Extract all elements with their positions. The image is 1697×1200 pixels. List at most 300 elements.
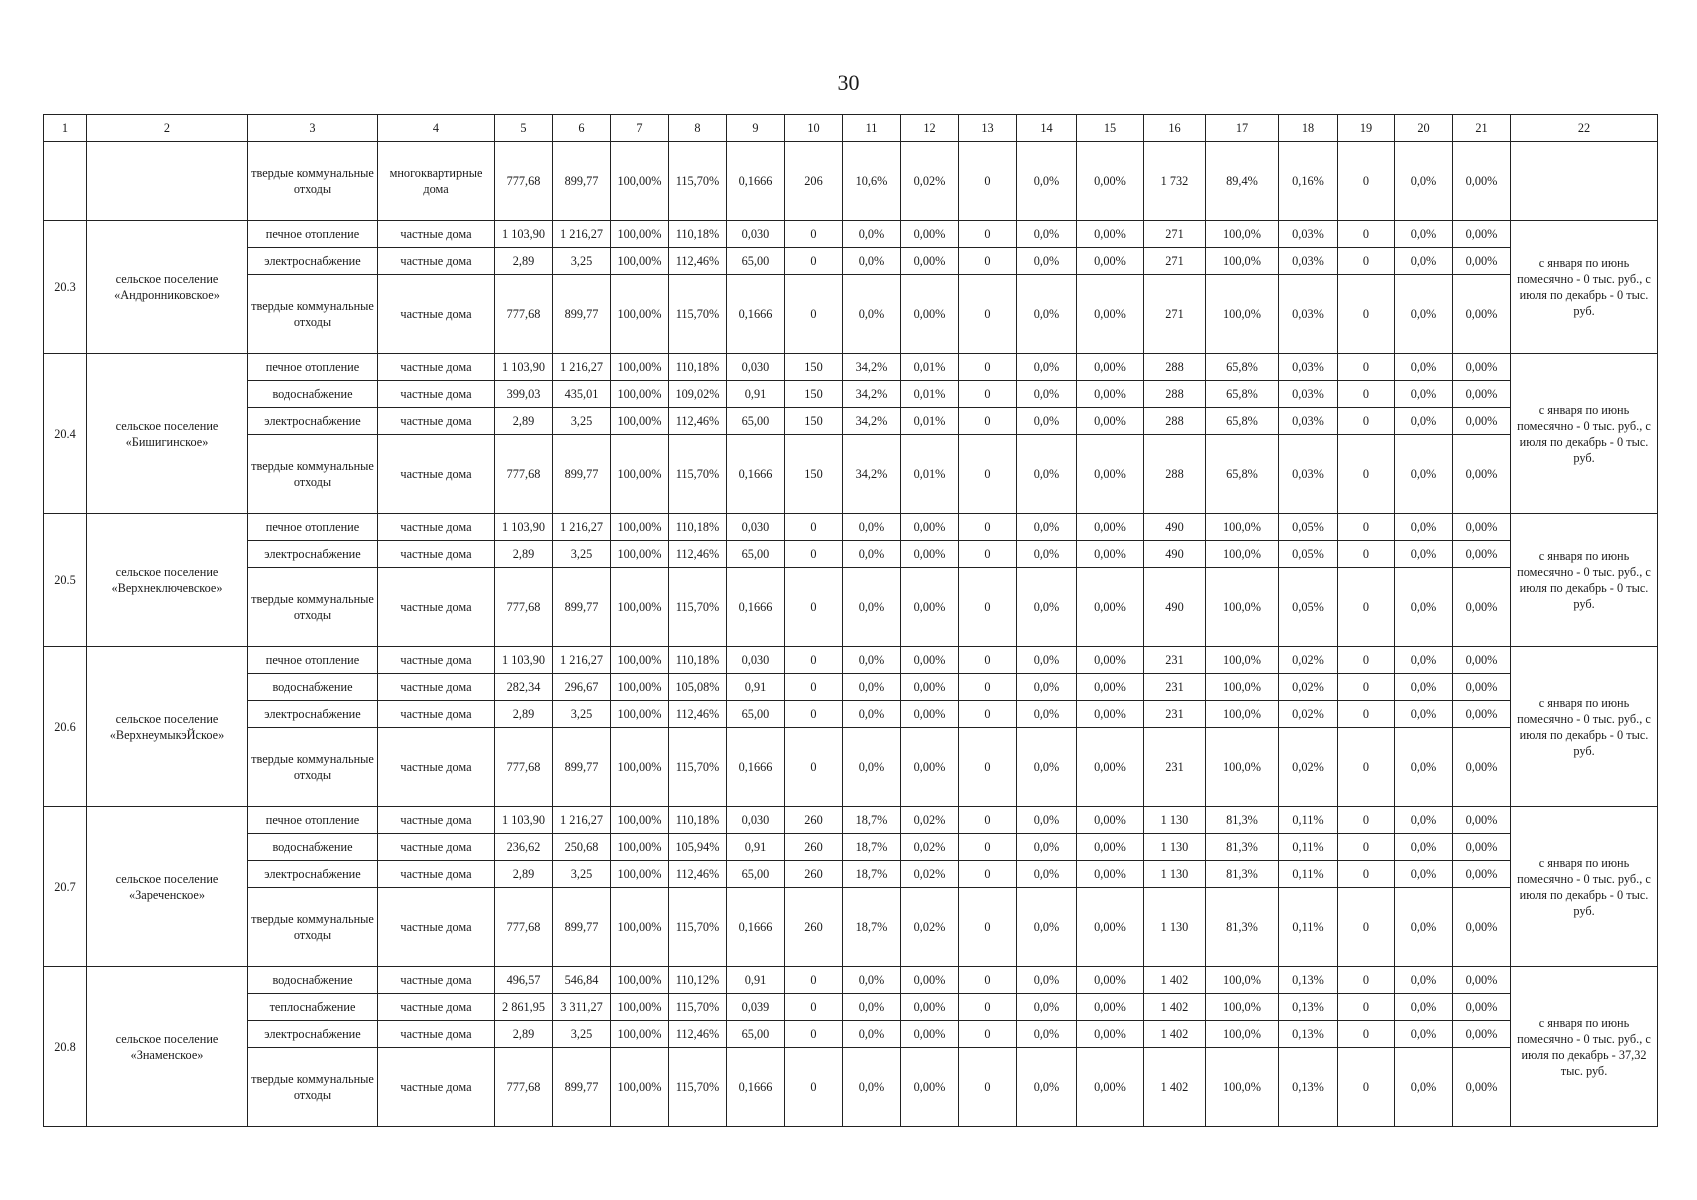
table-cell: 777,68 xyxy=(495,728,553,807)
table-cell: 0 xyxy=(959,275,1017,354)
table-cell: 1 130 xyxy=(1144,861,1206,888)
table-cell: 0,00% xyxy=(901,1021,959,1048)
table-cell: печное отопление xyxy=(248,514,378,541)
table-cell: 0,02% xyxy=(1279,674,1338,701)
table-cell: 1 216,27 xyxy=(553,221,611,248)
table-cell: 0,00% xyxy=(1077,435,1144,514)
column-header: 5 xyxy=(495,115,553,142)
table-cell: 490 xyxy=(1144,568,1206,647)
table-cell: 0,0% xyxy=(1395,142,1453,221)
table-cell: 3,25 xyxy=(553,1021,611,1048)
table-cell: 110,18% xyxy=(669,354,727,381)
table-cell: электроснабжение xyxy=(248,248,378,275)
table-row xyxy=(44,647,1658,674)
table-cell: 100,00% xyxy=(611,674,669,701)
table-cell: 0,00% xyxy=(1077,674,1144,701)
table-cell: 0 xyxy=(959,142,1017,221)
table-cell: частные дома xyxy=(378,994,495,1021)
column-header: 22 xyxy=(1511,115,1658,142)
table-cell: 0,00% xyxy=(1453,994,1511,1021)
table-row xyxy=(44,674,1658,701)
table-cell: 271 xyxy=(1144,248,1206,275)
table-cell: 0,0% xyxy=(1017,728,1077,807)
table-cell: 0,0% xyxy=(1395,435,1453,514)
table-cell: 0,02% xyxy=(901,888,959,967)
table-row xyxy=(44,888,1658,967)
table-cell: частные дома xyxy=(378,221,495,248)
table-cell: 65,00 xyxy=(727,248,785,275)
table-cell: 0,1666 xyxy=(727,568,785,647)
header-row xyxy=(44,115,1658,142)
table-cell: 0,0% xyxy=(1395,967,1453,994)
table-cell: 2,89 xyxy=(495,248,553,275)
table-cell: 0,1666 xyxy=(727,142,785,221)
table-row xyxy=(44,275,1658,354)
table-cell: 206 xyxy=(785,142,843,221)
table-cell: твердые коммунальные отходы xyxy=(248,275,378,354)
table-cell: 0 xyxy=(959,435,1017,514)
table-cell: 0,11% xyxy=(1279,888,1338,967)
table-cell: 0,00% xyxy=(1453,142,1511,221)
table-cell: 0 xyxy=(1338,275,1395,354)
column-header: 6 xyxy=(553,115,611,142)
table-row xyxy=(44,381,1658,408)
table-cell: 0 xyxy=(1338,514,1395,541)
table-row xyxy=(44,807,1658,834)
table-cell: 0 xyxy=(1338,354,1395,381)
table-cell: 0,00% xyxy=(1453,435,1511,514)
table-cell: частные дома xyxy=(378,647,495,674)
table-cell: 0,0% xyxy=(1395,1021,1453,1048)
table-cell: 109,02% xyxy=(669,381,727,408)
payment-note: с января по июнь помесячно - 0 тыс. руб., с июля по декабрь - 0 тыс. руб. xyxy=(1511,354,1658,514)
table-cell: 0,00% xyxy=(1077,888,1144,967)
table-cell: электроснабжение xyxy=(248,541,378,568)
table-cell: твердые коммунальные отходы xyxy=(248,142,378,221)
table-cell: частные дома xyxy=(378,275,495,354)
table-cell: 0,02% xyxy=(1279,647,1338,674)
table-cell: 0,0% xyxy=(1395,861,1453,888)
table-cell: частные дома xyxy=(378,568,495,647)
table-cell: 435,01 xyxy=(553,381,611,408)
table-cell: 0,00% xyxy=(901,967,959,994)
table-cell: 236,62 xyxy=(495,834,553,861)
group-number: 20.4 xyxy=(44,354,87,514)
table-cell: 546,84 xyxy=(553,967,611,994)
table-cell: 0 xyxy=(1338,1021,1395,1048)
group-number: 20.6 xyxy=(44,647,87,807)
table-cell: 0,0% xyxy=(1395,514,1453,541)
table-cell: 899,77 xyxy=(553,275,611,354)
table-cell: 271 xyxy=(1144,275,1206,354)
table-cell: 0 xyxy=(785,994,843,1021)
table-cell: 0,0% xyxy=(1017,248,1077,275)
table-cell: 1 732 xyxy=(1144,142,1206,221)
table-cell: 34,2% xyxy=(843,381,901,408)
table-cell: 0,11% xyxy=(1279,834,1338,861)
table-cell: 100,0% xyxy=(1206,221,1279,248)
table-cell: электроснабжение xyxy=(248,1021,378,1048)
table-cell: 0,0% xyxy=(1017,1048,1077,1127)
table-cell: 777,68 xyxy=(495,142,553,221)
table-cell: 0,01% xyxy=(901,354,959,381)
table-row xyxy=(44,221,1658,248)
table-cell: 65,8% xyxy=(1206,408,1279,435)
table-cell: 0,13% xyxy=(1279,1048,1338,1127)
table-cell: 100,00% xyxy=(611,248,669,275)
table-cell: 0,00% xyxy=(1453,807,1511,834)
table-row xyxy=(44,514,1658,541)
table-cell: 0,0% xyxy=(843,221,901,248)
table-cell: 0,00% xyxy=(1453,647,1511,674)
table-row xyxy=(44,1048,1658,1127)
group-number: 20.7 xyxy=(44,807,87,967)
table-cell: 0,00% xyxy=(1453,834,1511,861)
table-cell: 110,12% xyxy=(669,967,727,994)
table-cell: 0,03% xyxy=(1279,248,1338,275)
table-cell: 0,0% xyxy=(843,541,901,568)
table-cell: 0,0% xyxy=(1395,381,1453,408)
table-row xyxy=(44,354,1658,381)
table-cell: 100,00% xyxy=(611,381,669,408)
table-cell: 100,0% xyxy=(1206,994,1279,1021)
column-header: 20 xyxy=(1395,115,1453,142)
table-cell: 0,00% xyxy=(1077,861,1144,888)
table-cell: 282,34 xyxy=(495,674,553,701)
table-row xyxy=(44,1021,1658,1048)
table-cell: 100,00% xyxy=(611,568,669,647)
settlement-name: сельское поселение «Верхнеключевское» xyxy=(87,514,248,647)
table-cell: 0 xyxy=(959,221,1017,248)
table-cell: 0,0% xyxy=(1395,647,1453,674)
table-cell: 81,3% xyxy=(1206,888,1279,967)
table-cell: 0 xyxy=(959,248,1017,275)
table-cell: частные дома xyxy=(378,728,495,807)
table-cell: 34,2% xyxy=(843,408,901,435)
table-cell: частные дома xyxy=(378,381,495,408)
table-cell: 0 xyxy=(959,994,1017,1021)
table-cell: 0 xyxy=(1338,1048,1395,1127)
table-cell: 0,00% xyxy=(1453,408,1511,435)
table-cell: 0 xyxy=(785,1048,843,1127)
table-cell: 0,0% xyxy=(1017,888,1077,967)
table-cell: 100,00% xyxy=(611,967,669,994)
table-cell: 0,0% xyxy=(1017,994,1077,1021)
table-cell: 490 xyxy=(1144,514,1206,541)
column-header: 15 xyxy=(1077,115,1144,142)
table-cell: 2,89 xyxy=(495,541,553,568)
table-cell: 0,13% xyxy=(1279,1021,1338,1048)
table-cell: 0,03% xyxy=(1279,275,1338,354)
table-cell: 2,89 xyxy=(495,1021,553,1048)
table-cell: 777,68 xyxy=(495,888,553,967)
settlement-name: сельское поселение «Бишигинское» xyxy=(87,354,248,514)
table-cell: 3,25 xyxy=(553,541,611,568)
table-cell: 0,00% xyxy=(1453,568,1511,647)
table-cell: 105,94% xyxy=(669,834,727,861)
table-cell: 1 103,90 xyxy=(495,221,553,248)
table-cell: 0,1666 xyxy=(727,888,785,967)
table-cell: 0,0% xyxy=(1395,568,1453,647)
table-cell: 100,0% xyxy=(1206,514,1279,541)
table-cell: 100,00% xyxy=(611,1048,669,1127)
table-cell: 150 xyxy=(785,354,843,381)
table-cell: 0,00% xyxy=(1077,647,1144,674)
table-cell: 399,03 xyxy=(495,381,553,408)
table-cell: 0,0% xyxy=(1395,275,1453,354)
table-cell: электроснабжение xyxy=(248,408,378,435)
table-cell: 0,11% xyxy=(1279,807,1338,834)
table-cell: 0 xyxy=(785,728,843,807)
table-cell: 112,46% xyxy=(669,701,727,728)
table-cell: 1 402 xyxy=(1144,1048,1206,1127)
table-cell: 100,00% xyxy=(611,541,669,568)
table-cell: 65,00 xyxy=(727,408,785,435)
table-row xyxy=(44,142,1658,221)
payment-note: с января по июнь помесячно - 0 тыс. руб., с июля по декабрь - 0 тыс. руб. xyxy=(1511,221,1658,354)
tariff-table xyxy=(43,114,1658,1127)
table-cell: 0,00% xyxy=(1077,1048,1144,1127)
table-cell: 0,00% xyxy=(901,701,959,728)
table-cell: 1 216,27 xyxy=(553,807,611,834)
table-cell: 0,11% xyxy=(1279,861,1338,888)
page-number: 30 xyxy=(837,70,860,95)
table-cell: твердые коммунальные отходы xyxy=(248,435,378,514)
table-cell: печное отопление xyxy=(248,221,378,248)
table-cell: 105,08% xyxy=(669,674,727,701)
table-cell: 115,70% xyxy=(669,142,727,221)
table-cell: 0,0% xyxy=(1017,514,1077,541)
table-cell: 0,00% xyxy=(1077,248,1144,275)
table-cell: 0,00% xyxy=(901,674,959,701)
table-cell: 496,57 xyxy=(495,967,553,994)
table-cell: 0,0% xyxy=(843,1048,901,1127)
table-cell: 0 xyxy=(959,834,1017,861)
table-cell: водоснабжение xyxy=(248,967,378,994)
table-cell: 100,0% xyxy=(1206,248,1279,275)
table-cell: электроснабжение xyxy=(248,701,378,728)
table-cell: 0 xyxy=(1338,861,1395,888)
column-header: 17 xyxy=(1206,115,1279,142)
table-cell: частные дома xyxy=(378,807,495,834)
table-cell: 288 xyxy=(1144,354,1206,381)
table-cell: 0,00% xyxy=(1077,408,1144,435)
table-cell: частные дома xyxy=(378,701,495,728)
table-cell: 0,030 xyxy=(727,354,785,381)
table-cell: 0,0% xyxy=(1395,994,1453,1021)
table-cell: 0,00% xyxy=(1077,701,1144,728)
table-cell: 0,00% xyxy=(1077,514,1144,541)
table-cell: 288 xyxy=(1144,381,1206,408)
table-cell: 0 xyxy=(1338,568,1395,647)
table-cell: 115,70% xyxy=(669,568,727,647)
table-cell: 100,0% xyxy=(1206,275,1279,354)
note-cell xyxy=(1511,142,1658,221)
table-cell: 0,00% xyxy=(1077,728,1144,807)
table-cell: 0,00% xyxy=(1077,994,1144,1021)
table-cell: 0,00% xyxy=(901,647,959,674)
table-cell: 260 xyxy=(785,807,843,834)
table-cell: 115,70% xyxy=(669,728,727,807)
table-cell: 0,0% xyxy=(843,647,901,674)
table-cell: 115,70% xyxy=(669,275,727,354)
table-cell: частные дома xyxy=(378,514,495,541)
table-cell: 0,0% xyxy=(1017,568,1077,647)
table-cell: 0,0% xyxy=(1395,408,1453,435)
table-cell: 0,0% xyxy=(1017,834,1077,861)
table-cell: 0 xyxy=(959,354,1017,381)
column-header: 8 xyxy=(669,115,727,142)
table-cell: твердые коммунальные отходы xyxy=(248,888,378,967)
table-cell: 0 xyxy=(1338,674,1395,701)
table-cell: 0,91 xyxy=(727,381,785,408)
table-cell: 0,0% xyxy=(1017,967,1077,994)
table-cell: 0,0% xyxy=(1395,701,1453,728)
table-cell: 65,00 xyxy=(727,861,785,888)
table-cell: 0,0% xyxy=(843,248,901,275)
table-cell: 100,00% xyxy=(611,408,669,435)
table-cell: 0,01% xyxy=(901,381,959,408)
table-cell: 0,00% xyxy=(1453,381,1511,408)
table-cell: 0,00% xyxy=(901,248,959,275)
table-cell: 0 xyxy=(785,674,843,701)
table-cell: 0,00% xyxy=(1453,514,1511,541)
table-cell: 0,01% xyxy=(901,435,959,514)
table-cell: 0 xyxy=(959,888,1017,967)
table-cell: 0,02% xyxy=(1279,701,1338,728)
table-cell: 2,89 xyxy=(495,701,553,728)
table-cell: 112,46% xyxy=(669,248,727,275)
settlement-name: сельское поселение «Андронниковское» xyxy=(87,221,248,354)
table-cell: 899,77 xyxy=(553,142,611,221)
table-cell: 100,00% xyxy=(611,1021,669,1048)
table-cell: 100,00% xyxy=(611,888,669,967)
table-cell: 100,00% xyxy=(611,807,669,834)
table-cell: 110,18% xyxy=(669,647,727,674)
table-cell: 0,00% xyxy=(1077,381,1144,408)
column-header: 16 xyxy=(1144,115,1206,142)
table-cell: 0,16% xyxy=(1279,142,1338,221)
table-cell: 100,0% xyxy=(1206,728,1279,807)
group-name-cell xyxy=(87,142,248,221)
table-cell: 100,0% xyxy=(1206,967,1279,994)
table-cell: 0 xyxy=(785,514,843,541)
table-cell: 100,0% xyxy=(1206,541,1279,568)
table-cell: частные дома xyxy=(378,541,495,568)
table-cell: 0,00% xyxy=(1077,1021,1144,1048)
table-cell: 0,0% xyxy=(1395,248,1453,275)
group-number: 20.5 xyxy=(44,514,87,647)
table-cell: 0,030 xyxy=(727,221,785,248)
table-cell: 0,00% xyxy=(901,728,959,807)
table-cell: 0 xyxy=(785,568,843,647)
table-cell: 100,00% xyxy=(611,435,669,514)
table-cell: 1 402 xyxy=(1144,994,1206,1021)
payment-note: с января по июнь помесячно - 0 тыс. руб., с июля по декабрь - 0 тыс. руб. xyxy=(1511,807,1658,967)
column-header: 12 xyxy=(901,115,959,142)
table-cell: 0,00% xyxy=(1077,967,1144,994)
table-cell: 65,00 xyxy=(727,701,785,728)
table-cell: 150 xyxy=(785,381,843,408)
table-cell: 100,00% xyxy=(611,647,669,674)
table-cell: 0,91 xyxy=(727,674,785,701)
table-cell: 0,1666 xyxy=(727,728,785,807)
table-cell: 0,0% xyxy=(1017,275,1077,354)
table-cell: 0 xyxy=(1338,701,1395,728)
table-cell: 288 xyxy=(1144,435,1206,514)
settlement-name: сельское поселение «ВерхнеумыкэЙское» xyxy=(87,647,248,807)
table-cell: 18,7% xyxy=(843,861,901,888)
table-cell: 231 xyxy=(1144,674,1206,701)
table-cell: 150 xyxy=(785,408,843,435)
table-cell: 0,00% xyxy=(901,221,959,248)
table-cell: 2 861,95 xyxy=(495,994,553,1021)
table-cell: 0,00% xyxy=(1453,967,1511,994)
table-cell: 65,8% xyxy=(1206,354,1279,381)
table-cell: 0 xyxy=(1338,221,1395,248)
table-cell: 0 xyxy=(959,701,1017,728)
table-cell: 0 xyxy=(959,647,1017,674)
table-cell: 115,70% xyxy=(669,1048,727,1127)
table-cell: частные дома xyxy=(378,967,495,994)
table-cell: 3,25 xyxy=(553,248,611,275)
table-cell: 0 xyxy=(959,541,1017,568)
table-cell: 0,1666 xyxy=(727,275,785,354)
table-cell: 34,2% xyxy=(843,435,901,514)
table-cell: многоквартирные дома xyxy=(378,142,495,221)
table-cell: 1 130 xyxy=(1144,807,1206,834)
table-row xyxy=(44,248,1658,275)
table-cell: 0,00% xyxy=(1077,834,1144,861)
table-cell: 0 xyxy=(959,674,1017,701)
table-cell: 0 xyxy=(1338,994,1395,1021)
table-cell: 100,0% xyxy=(1206,647,1279,674)
table-cell: 100,00% xyxy=(611,861,669,888)
table-cell: 0 xyxy=(959,1048,1017,1127)
table-cell: 1 103,90 xyxy=(495,647,553,674)
table-cell: 0,13% xyxy=(1279,967,1338,994)
table-cell: 777,68 xyxy=(495,435,553,514)
column-header: 9 xyxy=(727,115,785,142)
table-cell: 0,0% xyxy=(1017,807,1077,834)
table-cell: 1 130 xyxy=(1144,888,1206,967)
table-cell: 3,25 xyxy=(553,701,611,728)
table-cell: 0,91 xyxy=(727,967,785,994)
table-cell: твердые коммунальные отходы xyxy=(248,568,378,647)
table-cell: частные дома xyxy=(378,674,495,701)
table-cell: водоснабжение xyxy=(248,674,378,701)
payment-note: с января по июнь помесячно - 0 тыс. руб., с июля по декабрь - 0 тыс. руб. xyxy=(1511,647,1658,807)
table-cell: водоснабжение xyxy=(248,381,378,408)
table-row xyxy=(44,541,1658,568)
table-cell: 0,0% xyxy=(1017,354,1077,381)
column-header: 7 xyxy=(611,115,669,142)
table-cell: 0,03% xyxy=(1279,408,1338,435)
table-cell: 0,0% xyxy=(1395,807,1453,834)
group-number-cell xyxy=(44,142,87,221)
table-cell: 0,03% xyxy=(1279,221,1338,248)
table-cell: печное отопление xyxy=(248,354,378,381)
table-cell: 1 402 xyxy=(1144,1021,1206,1048)
table-cell: частные дома xyxy=(378,408,495,435)
table-cell: 0,00% xyxy=(1453,1021,1511,1048)
table-cell: 0,0% xyxy=(843,514,901,541)
table-cell: 0,00% xyxy=(1077,568,1144,647)
table-cell: 0,03% xyxy=(1279,354,1338,381)
table-cell: 0 xyxy=(959,514,1017,541)
column-header: 21 xyxy=(1453,115,1511,142)
table-cell: частные дома xyxy=(378,248,495,275)
